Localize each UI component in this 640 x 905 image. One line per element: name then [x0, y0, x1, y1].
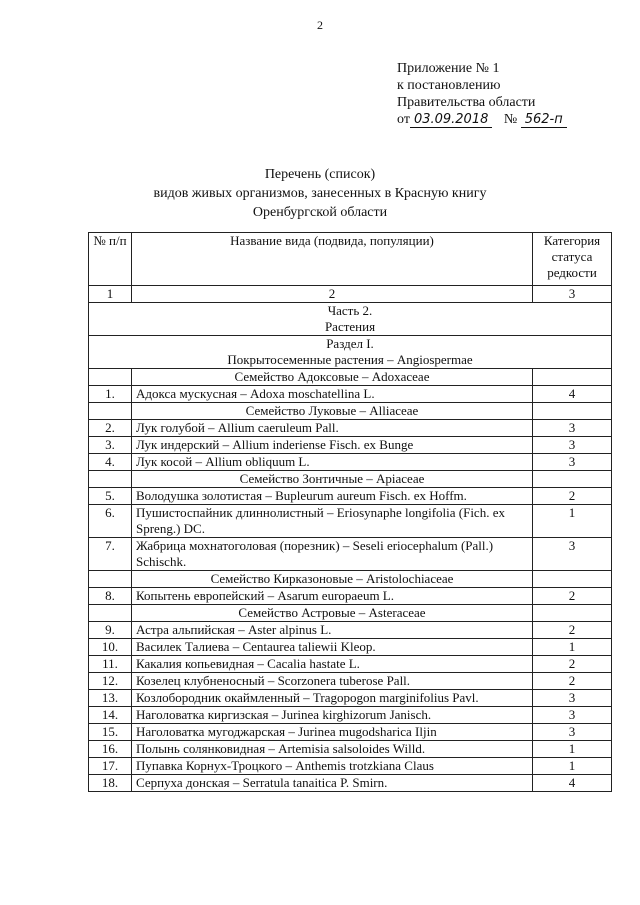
rarity-category: 3 [533, 437, 612, 454]
family-empty-cell [533, 369, 612, 386]
rarity-category: 1 [533, 758, 612, 775]
table-row [89, 741, 612, 758]
heading-line-2: видов живых организмов, занесенных в Красную книгу [153, 186, 487, 201]
species-name: Копытень европейский – Asarum europaeum L. [132, 588, 533, 605]
table-row [89, 724, 612, 741]
family-empty-cell [89, 471, 132, 488]
handwritten-date: 03.09.2018 [410, 112, 492, 128]
row-number: 14. [89, 707, 132, 724]
species-name: Наголоватка мугоджарская – Jurinea mugodsharica Iljin [132, 724, 533, 741]
row-number: 17. [89, 758, 132, 775]
table-row [89, 588, 612, 605]
family-name: Семейство Кирказоновые – Aristolochiaceae [132, 571, 533, 588]
header-category: Категория статуса редкости [533, 233, 612, 286]
table-header-row [89, 233, 612, 286]
part-row [89, 303, 612, 336]
table-row [89, 775, 612, 792]
header-num: № п/п [89, 233, 132, 286]
table-row [89, 690, 612, 707]
rarity-category: 2 [533, 673, 612, 690]
species-name: Адокса мускусная – Adoxa moschatellina L. [132, 386, 533, 403]
species-table [88, 232, 612, 792]
number-prefix: № [503, 112, 518, 127]
species-name: Лук косой – Allium obliquum L. [132, 454, 533, 471]
family-row [89, 403, 612, 420]
rarity-category: 3 [533, 724, 612, 741]
species-name: Лук индерский – Allium inderiense Fisch. ex Bunge [132, 437, 533, 454]
appendix-line-2: к постановлению [397, 78, 501, 93]
section-subtitle: Покрытосеменные растения – Angiospermae [227, 352, 473, 367]
species-name: Василек Талиева – Centaurea taliewii Kleop. [132, 639, 533, 656]
row-number: 5. [89, 488, 132, 505]
species-name: Пушистоспайник длиннолистный – Eriosynaphe longifolia (Fich. ex Spreng.) DC. [132, 505, 533, 538]
rarity-category: 2 [533, 656, 612, 673]
family-empty-cell [89, 403, 132, 420]
heading-line-3: Оренбургской области [252, 205, 388, 220]
appendix-date-line [397, 111, 567, 128]
row-number: 2. [89, 420, 132, 437]
table-row [89, 656, 612, 673]
species-name: Какалия копьевидная – Cacalia hastate L. [132, 656, 533, 673]
rarity-category: 1 [533, 505, 612, 538]
species-name: Козелец клубненосный – Scorzonera tuberose Pall. [132, 673, 533, 690]
family-empty-cell [533, 571, 612, 588]
section-title: Раздел I. [326, 336, 374, 351]
family-row [89, 571, 612, 588]
table-row [89, 639, 612, 656]
table-row [89, 622, 612, 639]
heading-line-1: Перечень (список) [264, 167, 376, 182]
table-row [89, 454, 612, 471]
rarity-category: 3 [533, 707, 612, 724]
row-number: 4. [89, 454, 132, 471]
row-number: 6. [89, 505, 132, 538]
rarity-category: 4 [533, 775, 612, 792]
table-row [89, 505, 612, 538]
appendix-line-1: Приложение № 1 [397, 61, 500, 76]
rarity-category: 2 [533, 588, 612, 605]
row-number: 15. [89, 724, 132, 741]
rarity-category: 3 [533, 538, 612, 571]
col-number-1: 1 [89, 286, 132, 303]
rarity-category: 3 [533, 420, 612, 437]
table-row [89, 437, 612, 454]
row-number: 7. [89, 538, 132, 571]
family-name: Семейство Астровые – Asteraceae [132, 605, 533, 622]
row-number: 9. [89, 622, 132, 639]
table-row [89, 386, 612, 403]
header-name: Название вида (подвида, популяции) [132, 233, 533, 286]
table-row [89, 420, 612, 437]
species-name: Наголоватка киргизская – Jurinea kirghizorum Janisch. [132, 707, 533, 724]
family-row [89, 605, 612, 622]
row-number: 8. [89, 588, 132, 605]
column-numbers-row [89, 286, 612, 303]
family-name: Семейство Луковые – Alliaceae [132, 403, 533, 420]
species-name: Лук голубой – Allium caeruleum Pall. [132, 420, 533, 437]
rarity-category: 1 [533, 639, 612, 656]
family-empty-cell [89, 605, 132, 622]
rarity-category: 2 [533, 488, 612, 505]
part-subtitle: Растения [324, 319, 376, 334]
rarity-category: 4 [533, 386, 612, 403]
row-number: 12. [89, 673, 132, 690]
family-row [89, 369, 612, 386]
handwritten-number: 562-п [521, 112, 567, 128]
table-row [89, 538, 612, 571]
rarity-category: 3 [533, 454, 612, 471]
col-number-3: 3 [533, 286, 612, 303]
section-row [89, 336, 612, 369]
part-cell [89, 303, 612, 336]
appendix-block [397, 60, 567, 128]
table-row [89, 488, 612, 505]
species-name: Серпуха донская – Serratula tanaitica P. Smirn. [132, 775, 533, 792]
family-empty-cell [533, 471, 612, 488]
family-empty-cell [533, 605, 612, 622]
col-number-2: 2 [132, 286, 533, 303]
date-prefix: от [397, 112, 410, 127]
species-name: Полынь солянковидная – Artemisia salsoloides Willd. [132, 741, 533, 758]
family-name: Семейство Адоксовые – Adoxaceae [132, 369, 533, 386]
section-cell [89, 336, 612, 369]
rarity-category: 3 [533, 690, 612, 707]
table-body [89, 303, 612, 792]
family-empty-cell [533, 403, 612, 420]
species-name: Жабрица мохнатоголовая (порезник) – Seseli eriocephalum (Pall.) Schischk. [132, 538, 533, 571]
row-number: 13. [89, 690, 132, 707]
appendix-line-3: Правительства области [397, 95, 536, 110]
rarity-category: 1 [533, 741, 612, 758]
table-row [89, 758, 612, 775]
row-number: 11. [89, 656, 132, 673]
part-title: Часть 2. [327, 303, 373, 318]
family-empty-cell [89, 571, 132, 588]
species-name: Пупавка Корнух-Троцкого – Anthemis trotzkiana Claus [132, 758, 533, 775]
table-row [89, 673, 612, 690]
row-number: 16. [89, 741, 132, 758]
page-number: 2 [317, 18, 323, 32]
row-number: 3. [89, 437, 132, 454]
document-heading [0, 165, 640, 222]
species-name: Козлобородник окаймленный – Tragopogon marginifolius Pavl. [132, 690, 533, 707]
family-row [89, 471, 612, 488]
species-name: Астра альпийская – Aster alpinus L. [132, 622, 533, 639]
row-number: 10. [89, 639, 132, 656]
rarity-category: 2 [533, 622, 612, 639]
row-number: 18. [89, 775, 132, 792]
table-row [89, 707, 612, 724]
family-empty-cell [89, 369, 132, 386]
species-name: Володушка золотистая – Bupleurum aureum Fisch. ex Hoffm. [132, 488, 533, 505]
family-name: Семейство Зонтичные – Apiaceae [132, 471, 533, 488]
row-number: 1. [89, 386, 132, 403]
